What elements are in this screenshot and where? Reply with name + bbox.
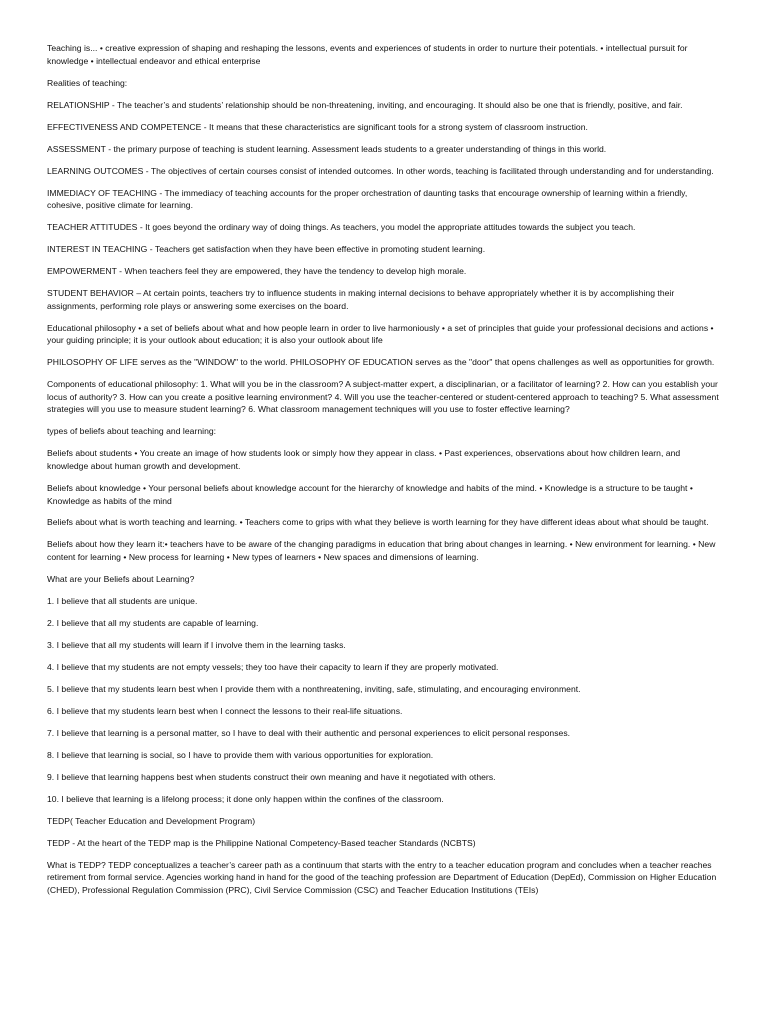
list-item-belief-1: 1. I believe that all students are unique. [47,596,198,607]
paragraph-what-is-tedp: What is TEDP? TEDP conceptualizes a teacher’s career path as a continuum that starts with the entry to a teacher education program and concludes when a teacher reaches retirement from formal service. Agencies working hand in hand for the good of the teaching profession are Department of Education (DepEd), Commission on Higher Education (CHED), Professional Regulation Commission (PRC), Civil Service Commission (CSC) and Teacher Education Institutions (TEIs) [47,859,717,896]
paragraph-learning-outcomes: LEARNING OUTCOMES - The objectives of certain courses consist of intended outcomes. In other words, teaching is facilitated through understanding and for understanding. [47,165,714,176]
list-item-belief-5: 5. I believe that my students learn best when I provide them with a nonthreatening, inviting, safe, stimulating, and encouraging environment. [47,683,581,694]
paragraph-teaching-definition: Teaching is... • creative expression of shaping and reshaping the lessons, events and experiences of students in order to nurture their potentials. • intellectual pursuit for knowledge • intellectual endeavor and ethical enterprise [47,43,688,66]
list-item-belief-10: 10. I believe that learning is a lifelong process; it done only happen within the confines of the classroom. [47,793,444,804]
paragraph-types-of-beliefs: types of beliefs about teaching and learning: [47,426,217,437]
paragraph-relationship: RELATIONSHIP - The teacher’s and students’ relationship should be non-threatening, inviting, and encouraging. It should also be one that is friendly, positive, and fair. [47,99,683,110]
list-item-belief-8: 8. I believe that learning is social, so I have to provide them with various opportunities for exploration. [47,749,434,760]
paragraph-student-behavior: STUDENT BEHAVIOR – At certain points, teachers try to influence students in making internal decisions to behave appropriately whether it is by accomplishing their assignments, performing role plays or answering some exercises on the board. [47,288,675,311]
paragraph-tedp-heading: TEDP( Teacher Education and Development Program) [47,815,256,826]
paragraph-realities-heading: Realities of teaching: [47,77,128,88]
paragraph-educational-philosophy: Educational philosophy • a set of beliefs about what and how people learn in order to live harmoniously • a set of principles that guide your professional decisions and actions • your guiding principle; it is your outlook about education; it is also your outlook about life [47,322,714,346]
paragraph-effectiveness: EFFECTIVENESS AND COMPETENCE - It means that these characteristics are significant tools for a strong system of classroom instruction. [47,121,588,132]
paragraph-beliefs-knowledge: Beliefs about knowledge • Your personal beliefs about knowledge account for the hierarchy of knowledge and habits of the mind. • Knowledge is a structure to be taught • Knowledge as habits of the mind [47,482,693,506]
paragraph-empowerment: EMPOWERMENT - When teachers feel they are empowered, they have the tendency to develop high morale. [47,266,467,277]
list-item-belief-9: 9. I believe that learning happens best when students construct their own meaning and have it negotiated with others. [47,771,496,782]
paragraph-immediacy: IMMEDIACY OF TEACHING - The immediacy of teaching accounts for the proper orchestration of daunting tasks that encourage ownership of learning within a friendly, cohesive, positive climate for learning. [47,187,688,211]
paragraph-tedp-ncbts: TEDP - At the heart of the TEDP map is the Philippine National Competency-Based teacher Standards (NCBTS) [47,837,476,848]
list-item-belief-7: 7. I believe that learning is a personal matter, so I have to deal with their authentic and personal experiences to elicit personal responses. [47,727,571,738]
list-item-belief-2: 2. I believe that all my students are capable of learning. [47,618,259,629]
list-item-belief-6: 6. I believe that my students learn best when I connect the lessons to their real-life situations. [47,705,403,716]
document-page [47,42,719,906]
paragraph-beliefs-question: What are your Beliefs about Learning? [47,574,195,585]
paragraph-beliefs-how: Beliefs about how they learn it:• teachers have to be aware of the changing paradigms in education that bring about changes in learning. • New environment for learning. • New content for learning • New process for learning • New types of learners • New spaces and dimensions of learning. [47,539,716,563]
paragraph-components: Components of educational philosophy: 1. What will you be in the classroom? A subject-matter expert, a disciplinarian, or a facilitator of learning? 2. How can you establish your locus of authority? 3. How can you create a positive learning environment? 4. Will you use the teacher-centered or student-centered approach to teaching? 5. What assessment strategies will you use to measure student learning? 6. What classroom management techniques will you use to foster effective learning? [47,379,719,415]
list-item-belief-3: 3. I believe that all my students will learn if I involve them in the learning tasks. [47,640,346,650]
paragraph-beliefs-worth: Beliefs about what is worth teaching and learning. • Teachers come to grips with what they believe is worth learning for they have different ideas about what should be taught. [47,517,709,528]
paragraph-teacher-attitudes: TEACHER ATTITUDES - It goes beyond the ordinary way of doing things. As teachers, you model the appropriate attitudes towards the subject you teach. [47,222,636,233]
paragraph-beliefs-students: Beliefs about students • You create an image of how students look or simply how they appear in class. • Past experiences, observations about how children learn, and knowledge about human growth and development. [47,448,681,471]
paragraph-philosophy-of-life: PHILOSOPHY OF LIFE serves as the "WINDOW" to the world. PHILOSOPHY OF EDUCATION serves as the "door" that opens challenges as well as opportunities for growth. [47,357,715,368]
paragraph-interest: INTEREST IN TEACHING - Teachers get satisfaction when they have been effective in promoting student learning. [47,244,486,255]
list-item-belief-4: 4. I believe that my students are not empty vessels; they too have their capacity to learn if they are properly motivated. [47,661,499,672]
paragraph-assessment: ASSESSMENT - the primary purpose of teaching is student learning. Assessment leads students to a greater understanding of things in this world. [47,143,607,154]
